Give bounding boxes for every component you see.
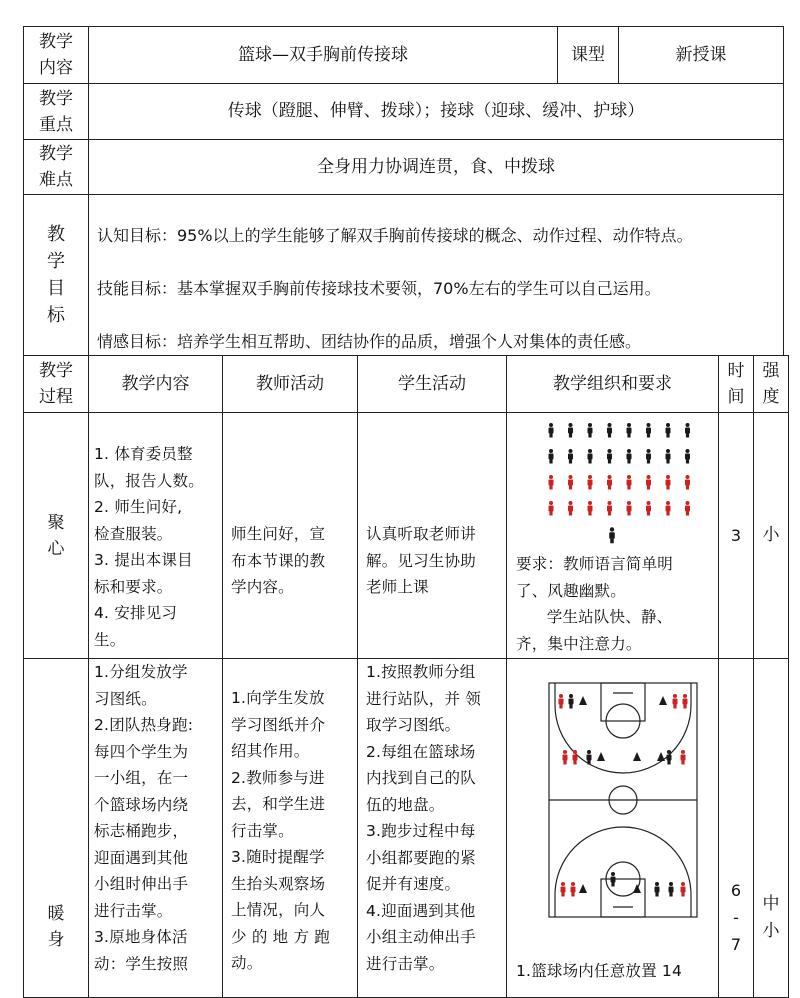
cone-icon <box>579 884 587 893</box>
student-body <box>549 506 554 512</box>
student-icon <box>569 694 573 698</box>
student-icon <box>669 882 673 886</box>
key-label <box>23 83 89 140</box>
text-line: 3. 提出本课目 <box>94 551 193 569</box>
student-legs <box>686 460 689 464</box>
student-legs <box>608 460 611 464</box>
student-icon <box>608 501 612 505</box>
text-line: 生。 <box>94 630 126 649</box>
time-header-line-2: 间 <box>727 387 745 407</box>
time-line: 6 <box>730 881 742 900</box>
student-icon <box>588 423 592 427</box>
student-legs <box>559 705 562 709</box>
text-line: 2.教师参与进 <box>231 768 325 787</box>
student-legs <box>611 883 614 887</box>
student-body <box>571 887 576 893</box>
process-header-line-1: 教学 <box>39 361 73 381</box>
text-line: 1.向学生发放 <box>231 689 325 707</box>
difficulty-value: 全身用力协调连贯，食、中拨球 <box>88 139 784 195</box>
student-legs <box>686 434 689 438</box>
student-icon <box>561 882 565 886</box>
student-body <box>549 428 554 434</box>
objectives-label-char: 目 <box>47 278 65 299</box>
text-line: 老师上课 <box>366 578 429 596</box>
student-body <box>549 454 554 460</box>
text-line: 动。 <box>231 954 263 972</box>
student-body <box>685 480 690 486</box>
student-icon <box>655 882 659 886</box>
text-line: 学生站队快、静、 <box>516 608 673 626</box>
cone-icon <box>633 752 641 761</box>
text-line: 去，和学生进 <box>231 795 326 813</box>
student-legs <box>673 705 676 709</box>
student-body <box>685 506 690 512</box>
text-line: 1.篮球场内任意放置 14 <box>516 962 683 980</box>
student-body <box>559 699 564 705</box>
student-legs <box>666 512 669 516</box>
student-body <box>609 532 615 539</box>
objectives-label-char: 学 <box>47 251 65 272</box>
student-body <box>646 454 651 460</box>
text-line: 1.分组发放学 <box>94 663 188 681</box>
student-legs <box>549 512 552 516</box>
student-legs <box>561 893 564 897</box>
student-legs <box>608 512 611 516</box>
student-body <box>607 480 612 486</box>
student-icon <box>549 449 553 453</box>
objectives-label-char: 标 <box>47 305 65 326</box>
difficulty-label-line-1: 教学 <box>39 144 73 164</box>
student-icon <box>563 750 567 754</box>
text-line: 迎面遇到其他 <box>94 848 189 867</box>
student-body <box>569 699 574 705</box>
text-line: 习图纸。 <box>94 689 157 708</box>
student-legs <box>627 486 630 490</box>
student-legs <box>569 486 572 490</box>
student-body <box>588 506 593 512</box>
student-body <box>666 454 671 460</box>
text-line: 标和要求。 <box>94 577 173 596</box>
student-icon <box>611 872 615 876</box>
student-legs <box>588 434 591 438</box>
content-label-line-1: 教学 <box>39 32 73 52</box>
text-line: 2. 师生问好, <box>94 498 183 516</box>
student-legs <box>681 761 684 765</box>
student-body <box>568 428 573 434</box>
student-icon <box>587 750 591 754</box>
student-icon <box>608 423 612 427</box>
student-body <box>683 699 688 705</box>
text-line: 标志桶跑步， <box>94 822 189 840</box>
student-legs <box>647 486 650 490</box>
difficulty-label <box>23 139 89 195</box>
text-line: 伍的地盘。 <box>366 795 445 814</box>
student-body <box>568 454 573 460</box>
text-line: 少 的 地 方 跑 <box>231 927 331 946</box>
content-header: 教学内容 <box>88 355 223 413</box>
student-icon <box>647 449 651 453</box>
student-legs <box>549 460 552 464</box>
student-legs <box>608 434 611 438</box>
text-line: 进行击掌。 <box>94 901 173 920</box>
text-line: 绍其作用。 <box>231 742 310 760</box>
student-icon <box>571 882 575 886</box>
student-legs <box>686 512 689 516</box>
focus-content <box>88 412 223 659</box>
warmup-intensity <box>753 658 789 998</box>
student-icon <box>686 475 690 479</box>
student-icon <box>666 475 670 479</box>
student-legs <box>588 486 591 490</box>
student-body <box>666 428 671 434</box>
student-body <box>588 454 593 460</box>
time-header-line-1: 时 <box>727 361 745 381</box>
key-label-line-2: 重点 <box>39 114 73 135</box>
text-line: 布本节课的教 <box>231 551 326 570</box>
student-icon <box>559 694 563 698</box>
warmup-organization <box>506 658 719 998</box>
student-body <box>669 887 674 893</box>
skill-objective: 技能目标：基本掌握双手胸前传接球技术要领，70%左右的学生可以自己运用。 <box>97 279 661 298</box>
text-line: 3.随时提醒学 <box>231 848 325 866</box>
text-line: 小组都要跑的紧 <box>366 848 476 867</box>
student-body <box>627 454 632 460</box>
cone-icon <box>633 884 641 893</box>
text-line: 检查服装。 <box>94 524 173 543</box>
organization-header: 教学组织和要求 <box>506 355 719 413</box>
student-icon <box>627 475 631 479</box>
student-legs <box>647 460 650 464</box>
student-icon <box>569 423 573 427</box>
student-icon <box>686 423 690 427</box>
warmup-time <box>718 658 754 998</box>
key-value: 传球（蹬腿、伸臂、拨球）；接球（迎球、缓冲、护球） <box>88 83 784 140</box>
student-header: 学生活动 <box>357 355 507 413</box>
student-body <box>561 887 566 893</box>
cone-icon <box>659 696 667 705</box>
intensity-line: 中 <box>762 894 780 914</box>
student-icon <box>573 750 577 754</box>
student-icon <box>569 449 573 453</box>
student-legs <box>569 705 572 709</box>
objectives-value <box>88 194 784 356</box>
student-icon <box>627 449 631 453</box>
student-icon <box>549 423 553 427</box>
cone-icon <box>579 696 587 705</box>
cone-icon <box>597 752 605 761</box>
text-line: 动：学生按照 <box>94 954 189 973</box>
cognitive-objective: 认知目标：95%以上的学生能够了解双手胸前传接球的概念、动作过程、动作特点。 <box>97 226 693 245</box>
student-legs <box>627 434 630 438</box>
student-icon <box>549 501 553 505</box>
student-icon <box>647 501 651 505</box>
student-legs <box>627 512 630 516</box>
student-icon <box>627 423 631 427</box>
teacher-header: 教师活动 <box>222 355 358 413</box>
time-line: - <box>733 908 739 927</box>
process-header <box>23 355 89 413</box>
student-legs <box>683 705 686 709</box>
stage-focus-char: 聚 <box>47 512 65 533</box>
student-body <box>607 506 612 512</box>
warmup-requirements <box>516 958 682 985</box>
objectives-label-char: 教 <box>47 224 65 245</box>
intensity-header-line-2: 度 <box>762 387 780 407</box>
student-body <box>568 506 573 512</box>
student-body <box>607 454 612 460</box>
student-legs <box>571 893 574 897</box>
content-value: 篮球—双手胸前传接球 <box>88 26 558 84</box>
student-body <box>666 480 671 486</box>
text-line: 1. 体育委员整 <box>94 445 193 463</box>
text-line: 上情况，向人 <box>231 901 326 919</box>
focus-time: 3 <box>718 412 754 659</box>
student-legs <box>569 460 572 464</box>
student-legs <box>588 460 591 464</box>
student-icon <box>683 694 687 698</box>
content-label-line-2: 内容 <box>39 58 73 78</box>
student-legs <box>647 434 650 438</box>
warmup-student <box>357 658 507 998</box>
student-body <box>587 755 592 761</box>
student-icon <box>686 449 690 453</box>
student-body <box>588 480 593 486</box>
type-label: 课型 <box>557 26 619 84</box>
student-legs <box>569 512 572 516</box>
stage-focus <box>23 412 89 659</box>
student-formation-diagram <box>507 413 718 548</box>
student-legs <box>573 761 576 765</box>
student-body <box>627 480 632 486</box>
time-header <box>718 355 754 413</box>
cone-icon <box>657 752 665 761</box>
student-legs <box>669 893 672 897</box>
warmup-content <box>88 658 223 998</box>
bottom-three-point-arc <box>555 827 691 917</box>
student-body <box>646 506 651 512</box>
text-line: 进行站队，并 领 <box>366 689 482 708</box>
text-line: 每四个学生为 <box>94 742 189 761</box>
objectives-label <box>23 194 89 356</box>
text-line: 认真听取老师讲 <box>366 525 476 543</box>
student-legs <box>608 486 611 490</box>
content-label <box>23 26 89 84</box>
text-line: 解。见习生协助 <box>366 551 476 570</box>
affective-objective: 情感目标：培养学生相互帮助、团结协作的品质，增强个人对集体的责任感。 <box>97 332 642 351</box>
text-line: 队，报告人数。 <box>94 471 204 490</box>
text-line: 4. 安排见习 <box>94 604 178 622</box>
student-legs <box>667 761 670 765</box>
student-legs <box>587 761 590 765</box>
student-icon <box>549 475 553 479</box>
student-icon <box>588 449 592 453</box>
student-legs <box>627 460 630 464</box>
stage-warmup-char: 身 <box>47 930 65 950</box>
intensity-header-line-1: 强 <box>762 361 780 381</box>
student-legs <box>563 761 566 765</box>
student-body <box>568 480 573 486</box>
text-line: 促并有速度。 <box>366 875 461 893</box>
student-icon <box>666 423 670 427</box>
intensity-line: 小 <box>762 921 780 941</box>
text-line: 取学习图纸。 <box>366 716 461 734</box>
student-icon <box>686 501 690 505</box>
text-line: 进行击掌。 <box>366 954 445 973</box>
student-body <box>685 454 690 460</box>
text-line: 生抬头观察场 <box>231 874 326 893</box>
student-legs <box>666 434 669 438</box>
text-line: 3.跑步过程中每 <box>366 822 476 840</box>
student-icon <box>588 501 592 505</box>
basketball-court-diagram <box>507 659 718 939</box>
student-icon <box>681 750 685 754</box>
student-body <box>607 428 612 434</box>
text-line: 4.迎面遇到其他 <box>366 901 476 920</box>
focus-requirements <box>516 551 673 657</box>
student-legs <box>588 512 591 516</box>
student-legs <box>549 434 552 438</box>
focus-student <box>357 412 507 659</box>
student-legs <box>569 434 572 438</box>
text-line: 2.团队热身跑: <box>94 716 194 734</box>
student-icon <box>667 750 671 754</box>
warmup-teacher <box>222 658 358 998</box>
text-line: 要求：教师语言简单明 <box>516 555 674 573</box>
student-body <box>627 428 632 434</box>
text-line: 师生问好，宣 <box>231 525 326 543</box>
time-line: 7 <box>730 935 742 954</box>
student-body <box>681 755 686 761</box>
student-icon <box>608 475 612 479</box>
text-line: 学习图纸并介 <box>231 715 326 734</box>
student-legs <box>610 539 614 543</box>
student-icon <box>666 501 670 505</box>
difficulty-label-line-2: 难点 <box>39 170 73 190</box>
student-icon <box>608 449 612 453</box>
student-body <box>685 428 690 434</box>
student-legs <box>655 893 658 897</box>
student-legs <box>681 893 684 897</box>
text-line: 行击掌。 <box>231 821 294 840</box>
text-line: 齐，集中注意力。 <box>516 634 642 653</box>
key-label-line-1: 教学 <box>39 88 73 109</box>
text-line: 了、风趣幽默。 <box>516 581 626 600</box>
student-body <box>673 699 678 705</box>
student-legs <box>647 512 650 516</box>
text-line: 3.原地身体活 <box>94 928 188 946</box>
focus-intensity: 小 <box>753 412 789 659</box>
student-body <box>646 480 651 486</box>
student-icon <box>610 527 614 531</box>
student-icon <box>647 423 651 427</box>
stage-focus-char: 心 <box>47 538 65 559</box>
student-body <box>667 755 672 761</box>
student-icon <box>627 501 631 505</box>
student-body <box>627 506 632 512</box>
text-line: 个篮球场内绕 <box>94 795 189 814</box>
student-icon <box>666 449 670 453</box>
student-legs <box>666 460 669 464</box>
student-body <box>646 428 651 434</box>
focus-organization <box>506 412 719 659</box>
student-icon <box>569 475 573 479</box>
student-body <box>563 755 568 761</box>
focus-teacher <box>222 412 358 659</box>
text-line: 1.按照教师分组 <box>366 663 476 681</box>
text-line: 小组主动伸出手 <box>366 928 476 946</box>
stage-warmup-char: 暖 <box>47 904 65 924</box>
text-line: 一小组，在一 <box>94 769 189 787</box>
process-header-line-2: 过程 <box>39 387 73 407</box>
student-icon <box>681 882 685 886</box>
text-line: 2.每组在篮球场 <box>366 742 476 761</box>
student-legs <box>686 486 689 490</box>
student-body <box>573 755 578 761</box>
stage-warmup <box>23 658 89 998</box>
student-body <box>611 877 616 883</box>
student-legs <box>666 486 669 490</box>
student-icon <box>647 475 651 479</box>
student-body <box>681 887 686 893</box>
student-icon <box>588 475 592 479</box>
student-icon <box>673 694 677 698</box>
student-legs <box>549 486 552 490</box>
text-line: 小组时伸出手 <box>94 875 189 893</box>
text-line: 学内容。 <box>231 578 294 596</box>
student-body <box>588 428 593 434</box>
student-body <box>549 480 554 486</box>
student-body <box>655 887 660 893</box>
type-value: 新授课 <box>618 26 784 84</box>
intensity-header <box>753 355 789 413</box>
student-body <box>666 506 671 512</box>
student-icon <box>569 501 573 505</box>
text-line: 内找到自己的队 <box>366 769 476 787</box>
